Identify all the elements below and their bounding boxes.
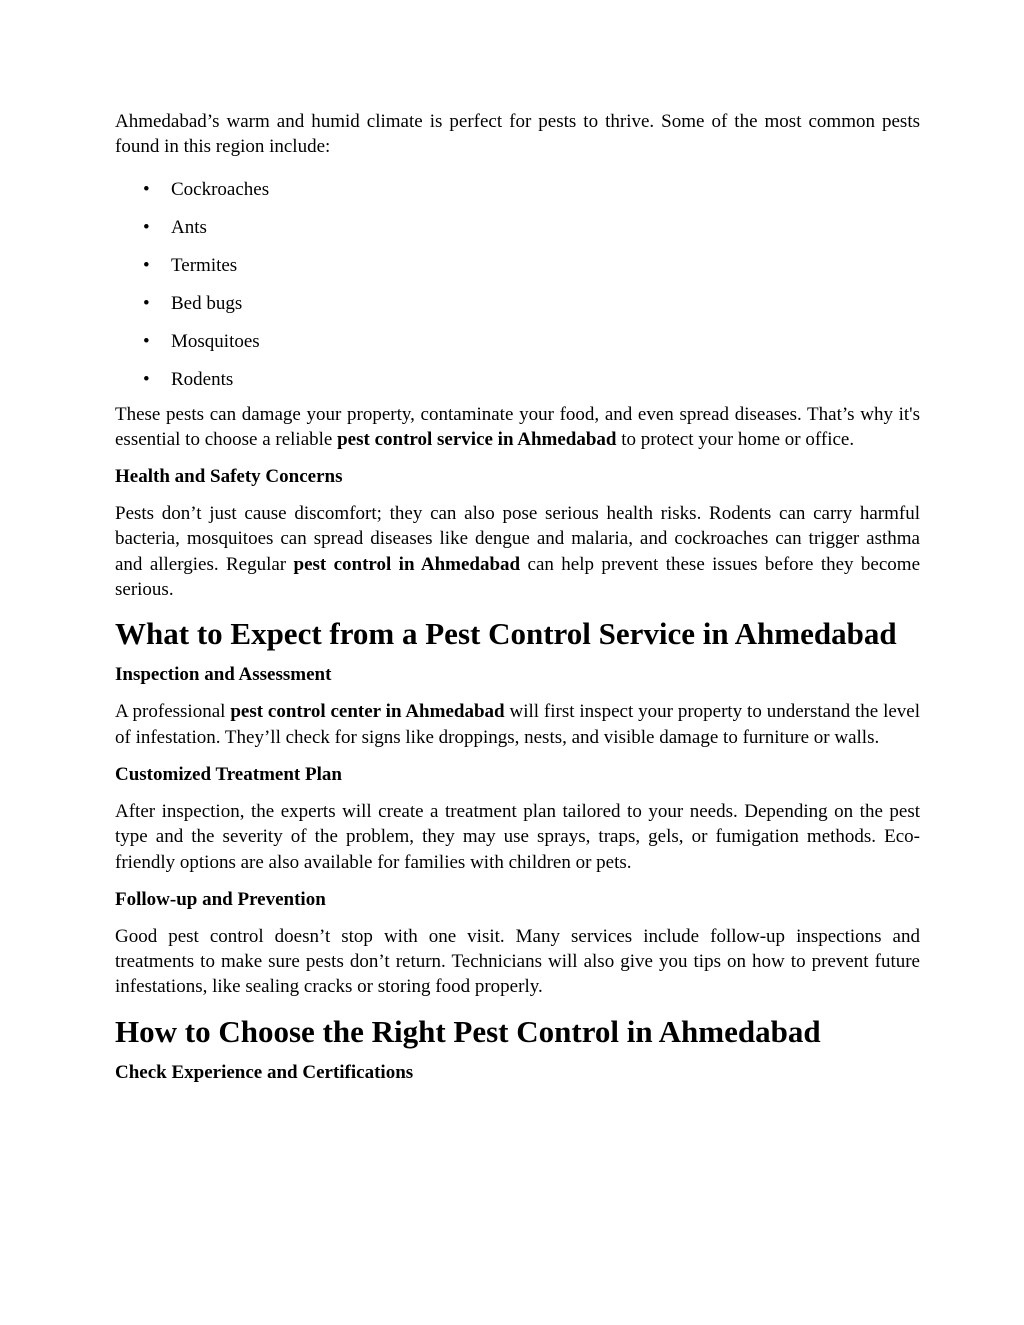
list-item: • Bed bugs [143, 292, 243, 314]
damage-paragraph: These pests can damage your property, contaminate your food, and even spread diseases. That’s why it's essential to choose a reliable pest control service in Ahmedabad to protect your home or office. [115, 403, 920, 450]
bullet-icon: • [143, 178, 150, 200]
choose-heading: How to Choose the Right Pest Control in Ahmedabad [115, 1013, 821, 1049]
keyword-pest-control-service: pest control service in Ahmedabad [337, 428, 617, 450]
bullet-icon: • [143, 330, 150, 352]
bullet-icon: • [143, 368, 150, 390]
health-heading: Health and Safety Concerns [115, 466, 343, 488]
list-item: • Ants [143, 216, 207, 238]
treatment-paragraph: After inspection, the experts will create a treatment plan tailored to your needs. Depending on the pest type and the severity of the problem, they may use sprays, traps, gels, or fumigation methods. Eco-friendly options are also available for families with children or pets. [115, 800, 920, 873]
followup-paragraph: Good pest control doesn’t stop with one visit. Many services include follow-up inspections and treatments to make sure pests don’t return. Technicians will also give you tips on how to prevent future infestations, like sealing cracks or storing food properly. [115, 925, 920, 998]
bullet-icon: • [143, 216, 150, 238]
list-item: • Termites [143, 254, 238, 276]
inspection-paragraph: A professional pest control center in Ahmedabad will first inspect your property to understand the level of infestation. They’ll check for signs like droppings, nests, and visible damage to furniture or walls. [115, 701, 920, 748]
inspection-heading: Inspection and Assessment [115, 664, 332, 686]
list-item: • Cockroaches [143, 178, 270, 200]
keyword-pest-control-center: pest control center in Ahmedabad [230, 701, 505, 723]
health-paragraph: Pests don’t just cause discomfort; they can also pose serious health risks. Rodents can carry harmful bacteria, mosquitoes can spread diseases like dengue and malaria, and cockroaches can trigger asthma and allergies. Regular pest control in Ahmedabad can help prevent these issues before they become serious. [115, 503, 920, 601]
pest-list [115, 172, 920, 400]
experience-heading: Check Experience and Certifications [115, 1061, 414, 1083]
document-page [115, 109, 920, 1097]
bullet-icon: • [143, 292, 150, 314]
list-item: • Rodents [143, 368, 234, 390]
list-item: • Mosquitoes [143, 330, 260, 352]
keyword-pest-control: pest control in Ahmedabad [293, 553, 521, 575]
intro-paragraph: Ahmedabad’s warm and humid climate is perfect for pests to thrive. Some of the most common pests found in this region include: [115, 111, 920, 158]
bullet-icon: • [143, 254, 150, 276]
expect-heading: What to Expect from a Pest Control Service in Ahmedabad [115, 616, 897, 652]
treatment-heading: Customized Treatment Plan [115, 763, 342, 785]
followup-heading: Follow-up and Prevention [115, 888, 326, 910]
